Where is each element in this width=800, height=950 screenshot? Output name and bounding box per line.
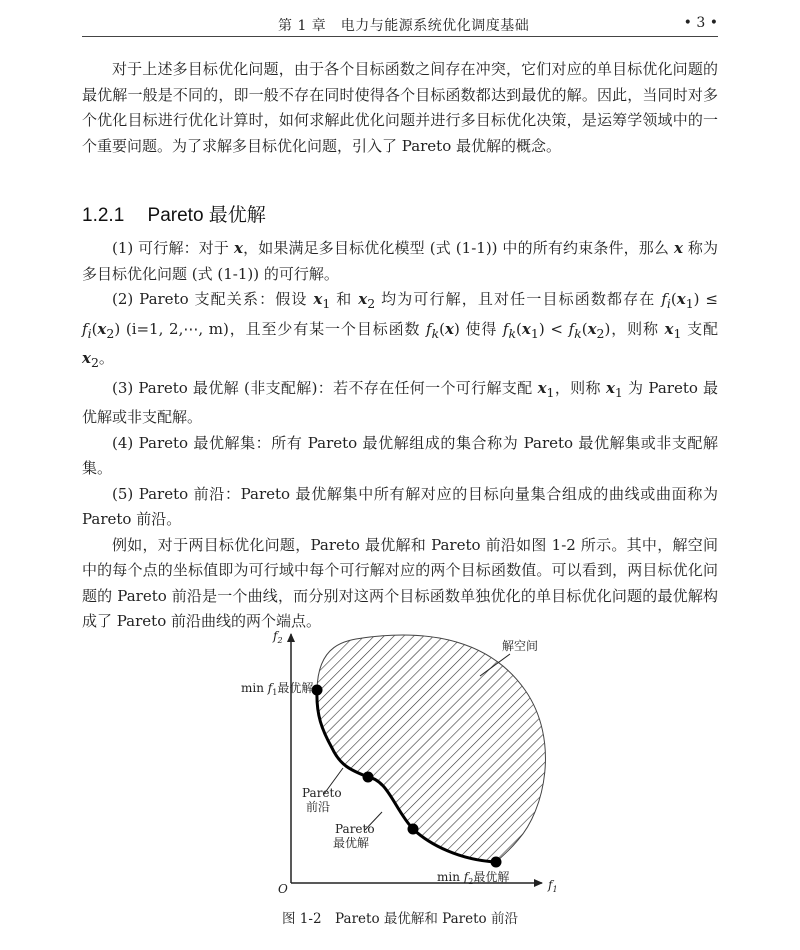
definition-pareto-front: (5) Pareto 前沿：Pareto 最优解集中所有解对应的目标向量集合组成的曲线或曲面称为 Pareto 前沿。 [82, 484, 718, 528]
example-paragraph: 例如，对于两目标优化问题，Pareto 最优解和 Pareto 前沿如图 1-2 所示。其中，解空间中的每个点的坐标值即为可行域中每个可行解对应的两个目标函数值。可以看到，两目标优化问题的 Pareto 前沿是一个曲线，而分别对这两个目标函数单独优化的单目标优化问题的最优解构成了 Pareto 前沿曲线的两个端点。 [82, 535, 718, 630]
min-f2-point [491, 857, 502, 868]
chapter-title: 第 1 章 电力与能源系统优化调度基础 [278, 18, 530, 34]
pareto-point-1 [363, 772, 374, 783]
definition-feasible-solution: (1) 可行解：对于 x，如果满足多目标优化模型 (式 (1-1)) 中的所有约束条件，那么 x 称为多目标优化问题 (式 (1-1)) 的可行解。 [82, 239, 718, 283]
origin-label: O [278, 882, 288, 896]
page-number: • 3 • [683, 15, 718, 31]
x-axis-label: $f_1$ [548, 878, 558, 894]
pareto-front-label-line2: 前沿 [306, 800, 331, 814]
definition-pareto-dominance: (2) Pareto 支配关系：假设 $x_1$ 和 $x_2$ 均为可行解，且对任一目标函数都存在 $f_i(x_1) \le f_i(x_2)$ (i=1, 2,⋯, m)，且至少有某一个目标函数 $f_k(x)$ 使得 $f_k(x_1) < f_k(x_2)$，则称 $x_1$ 支配 $x_2$。 [82, 290, 718, 370]
section-number: 1.2.1 [82, 205, 125, 226]
y-axis-label: $f_2$ [273, 629, 283, 645]
solution-space-label: 解空间 [502, 639, 539, 653]
min-f1-label: $\min f_1$最优解 [241, 681, 314, 697]
pareto-optimal-label-line1: Pareto [335, 822, 375, 836]
pareto-optimal-label-line2: 最优解 [333, 836, 370, 850]
min-f2-label: $\min f_2$最优解 [437, 870, 510, 886]
section-title: Pareto 最优解 [147, 205, 266, 226]
definition-pareto-optimal-set: (4) Pareto 最优解集：所有 Pareto 最优解组成的集合称为 Pareto 最优解集或非支配解集。 [82, 433, 718, 477]
pareto-front-label-line1: Pareto [302, 786, 342, 800]
intro-paragraph: 对于上述多目标优化问题，由于各个目标函数之间存在冲突，它们对应的单目标优化问题的最优解一般是不同的，即一般不存在同时使得各个目标函数都达到最优的解。因此，当同时对多个优化目标进行优化计算时，如何求解此优化问题并进行多目标优化决策，是运筹学领域中的一个重要问题。为了求解多目标优化问题，引入了 Pareto 最优解的概念。 [82, 60, 718, 155]
figure-caption: 图 1-2 Pareto 最优解和 Pareto 前沿 [282, 911, 518, 927]
pareto-point-2 [408, 824, 419, 835]
definition-pareto-optimal: (3) Pareto 最优解 (非支配解)：若不存在任何一个可行解支配 $x_1$，则称 $x_1$ 为 Pareto 最优解或非支配解。 [82, 378, 718, 426]
